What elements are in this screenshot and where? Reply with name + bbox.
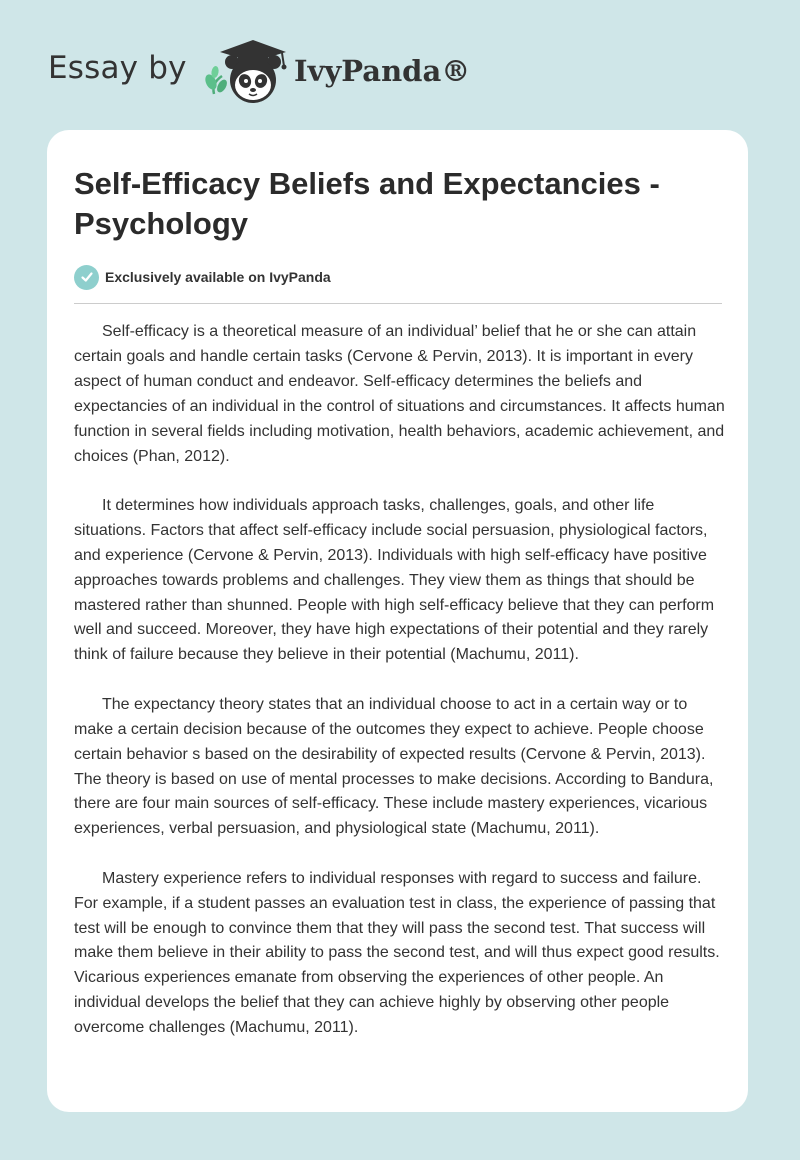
exclusive-badge [74,264,331,290]
paragraph: It determines how individuals approach tasks, challenges, goals, and other life situations. Factors that affect self-efficacy include social persuasion, physiological factors, and experience (Cervone & Pervin, 2013). Individuals with high self-efficacy have positive approaches towards problems and challenges. They view them as things that should be mastered rather than shunned. People with high self-efficacy believe that they can perform well and succeed. Moreover, they have high expectations of their potential and they rarely think of failure because they believe in their potential (Machumu, 2011). [74,496,715,664]
paragraph: The expectancy theory states that an individual choose to act in a certain way or to make a certain decision because of the outcomes they expect to achieve. People choose certain behavior s based on the desirability of expected results (Cervone & Pervin, 2013). The theory is based on use of mental processes to make decisions. According to Bandura, there are four main sources of self-efficacy. These include mastery experiences, vicarious experiences, verbal persuasion, and physiological state (Machumu, 2011). [74,695,714,838]
panda-graduate-icon[interactable] [202,36,292,108]
divider [74,303,722,304]
check-icon [74,265,99,290]
essay-by-label: Essay by [48,50,187,86]
paragraph: Self-efficacy is a theoretical measure of an individual’ belief that he or she can attain certain goals and handle certain tasks (Cervone & Pervin, 2013). It is important in every aspect of human conduct and endeavor. Self-efficacy determines the beliefs and expectancies of an individual in the control of situations and circumstances. It affects human function in several fields including motivation, health behaviors, academic achievement, and choices (Phan, 2012). [74,323,725,465]
essay-card [47,130,748,1112]
paragraph: Mastery experience refers to individual responses with regard to success and failure. For example, if a student passes an evaluation test in class, the experience of passing that test will be enough to convince them that they will pass the second test. That success will make them believe in their ability to pass the second test, and will thus expect good results. Vicarious experiences emanate from observing the experiences of other people. An individual develops the belief that they can achieve highly by observing other people overcome challenges (Machumu, 2011). [74,869,720,1037]
essay-body [74,320,726,1066]
exclusive-badge-label: Exclusively available on IvyPanda [105,269,331,285]
site-header [48,36,528,106]
essay-title: Self-Efficacy Beliefs and Expectancies - Psychology [74,166,660,241]
ivypanda-wordmark[interactable]: IvyPanda® [294,54,471,88]
